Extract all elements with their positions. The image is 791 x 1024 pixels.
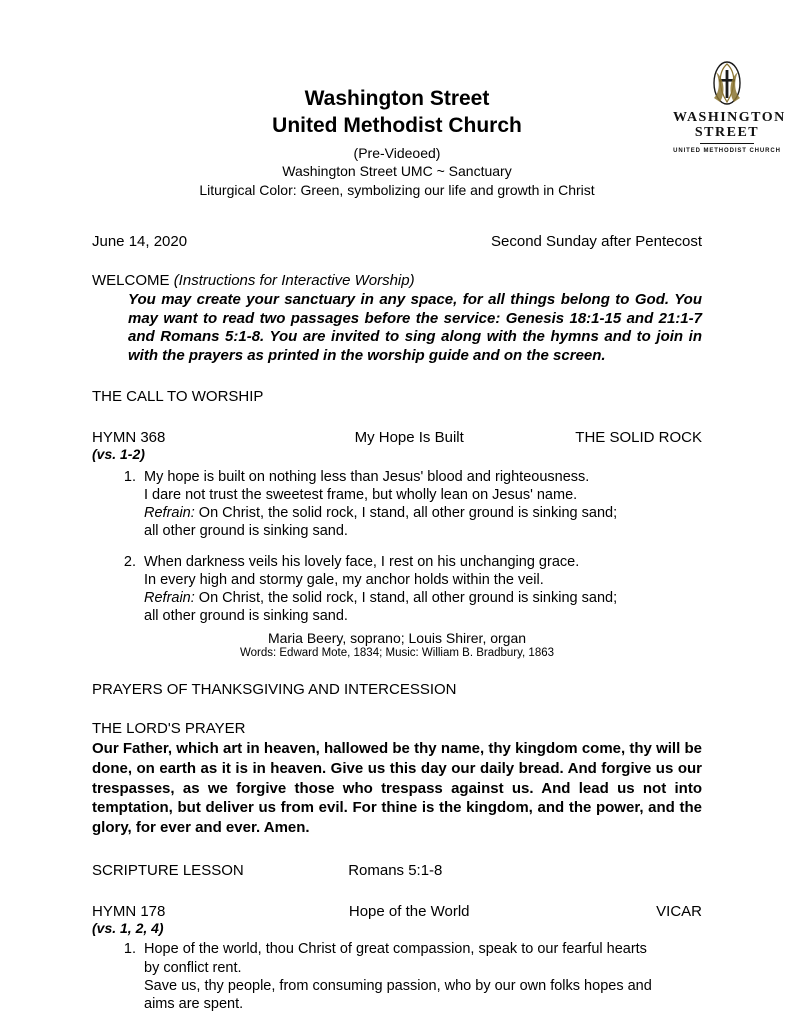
church-title-line-1: Washington Street <box>304 87 490 110</box>
hymn-368-verses-note: (vs. 1-2) <box>92 445 145 462</box>
call-to-worship-heading: THE CALL TO WORSHIP <box>92 387 264 405</box>
welcome-heading-italic: (Instructions for Interactive Worship) <box>173 272 415 290</box>
hymn-368-performers: Maria Beery, soprano; Louis Shirer, organ <box>267 629 527 646</box>
hymn-368-tune: THE SOLID ROCK <box>575 428 702 446</box>
hymn-368-number: HYMN 368 <box>92 428 166 446</box>
hymn-178-verse-1 <box>114 940 702 1013</box>
verse-lines <box>144 553 702 626</box>
verse-line-refrain: Refrain: On Christ, the solid rock, I stand, all other ground is sinking sand; <box>144 590 618 607</box>
hymn-368-credits: Words: Edward Mote, 1834; Music: William B. Bradbury, 1863 <box>239 646 555 659</box>
header-parenthetical: (Pre-Videoed) <box>353 144 441 161</box>
lords-prayer-body: Our Father, which art in heaven, hallowed be thy name, thy kingdom come, thy will be done, on earth as it is in heaven. Give us this day our daily bread. And forgive us our trespasses, as we forgive those who trespass against us. And lead us not into temptation, but deliver us from evil. For thine is the kingdom, and the power, and the glory, for ever and ever. Amen. <box>92 739 702 837</box>
lords-prayer-heading: THE LORD'S PRAYER <box>92 719 246 737</box>
hymn-368-verse-2 <box>114 553 702 626</box>
verse-number: 1. <box>123 941 136 958</box>
hymn-178-number: HYMN 178 <box>92 903 166 921</box>
prayers-heading: PRAYERS OF THANKSGIVING AND INTERCESSION <box>92 680 457 698</box>
logo-divider <box>700 143 754 144</box>
verse-line: by conflict rent. <box>144 959 242 976</box>
verse-lines <box>144 468 702 541</box>
scripture-row <box>92 862 702 879</box>
verse-line: all other ground is sinking sand. <box>144 608 348 625</box>
church-title-line-2: United Methodist Church <box>272 113 522 137</box>
verse-line: I dare not trust the sweetest frame, but wholly lean on Jesus' name. <box>144 486 578 503</box>
bulletin-header <box>92 0 702 199</box>
service-date-row <box>92 233 702 250</box>
verse-line: aims are spent. <box>144 996 244 1013</box>
verse-line: My hope is built on nothing less than Jesus' blood and righteousness. <box>144 468 590 485</box>
verse-line: Save us, thy people, from consuming passion, who by our own folks hopes and <box>144 977 652 994</box>
service-date: June 14, 2020 <box>92 233 188 251</box>
hymn-178-verses-note: (vs. 1, 2, 4) <box>92 920 164 937</box>
hymn-368-verse-1 <box>114 468 702 541</box>
verse-line-refrain: Refrain: On Christ, the solid rock, I stand, all other ground is sinking sand; <box>144 505 618 522</box>
scripture-label: SCRIPTURE LESSON <box>92 862 244 880</box>
hymn-178-tune: VICAR <box>656 903 702 921</box>
verse-lines <box>144 940 702 1013</box>
logo-subtitle: UNITED METHODIST CHURCH <box>673 148 781 155</box>
verse-line: When darkness veils his lovely face, I rest on his unchanging grace. <box>144 553 580 570</box>
hymn-368-row <box>92 429 702 446</box>
logo-name-line1: WASHINGTON <box>673 110 786 125</box>
welcome-heading-text: WELCOME <box>92 272 174 290</box>
welcome-heading <box>92 272 702 289</box>
logo-name-line2: STREET <box>694 125 760 141</box>
verse-line: all other ground is sinking sand. <box>144 523 348 540</box>
verse-line: In every high and stormy gale, my anchor holds within the veil. <box>144 571 544 588</box>
bulletin-content <box>92 0 702 1013</box>
header-venue: Washington Street UMC ~ Sanctuary <box>282 163 512 180</box>
verse-number: 1. <box>123 468 136 485</box>
welcome-body: You may create your sanctuary in any space, for all things belong to God. You may want to read two passages before the service: Genesis 18:1-15 and 21:1-7 and Romans 5:1-8. You are invited to sing along with the hymns and to join in with the prayers as printed in the worship guide and on the screen. <box>128 291 702 364</box>
flame-cross-icon <box>704 58 750 108</box>
header-liturgical-color: Liturgical Color: Green, symbolizing our life and growth in Christ <box>199 181 595 198</box>
service-occasion: Second Sunday after Pentecost <box>491 233 702 251</box>
verse-number: 2. <box>123 553 136 570</box>
verse-line: Hope of the world, thou Christ of great compassion, speak to our fearful hearts <box>144 941 647 958</box>
scripture-reference: Romans 5:1-8 <box>348 862 443 880</box>
hymn-178-title: Hope of the World <box>348 903 470 921</box>
hymn-368-title: My Hope Is Built <box>354 428 464 446</box>
hymn-178-row <box>92 903 702 920</box>
